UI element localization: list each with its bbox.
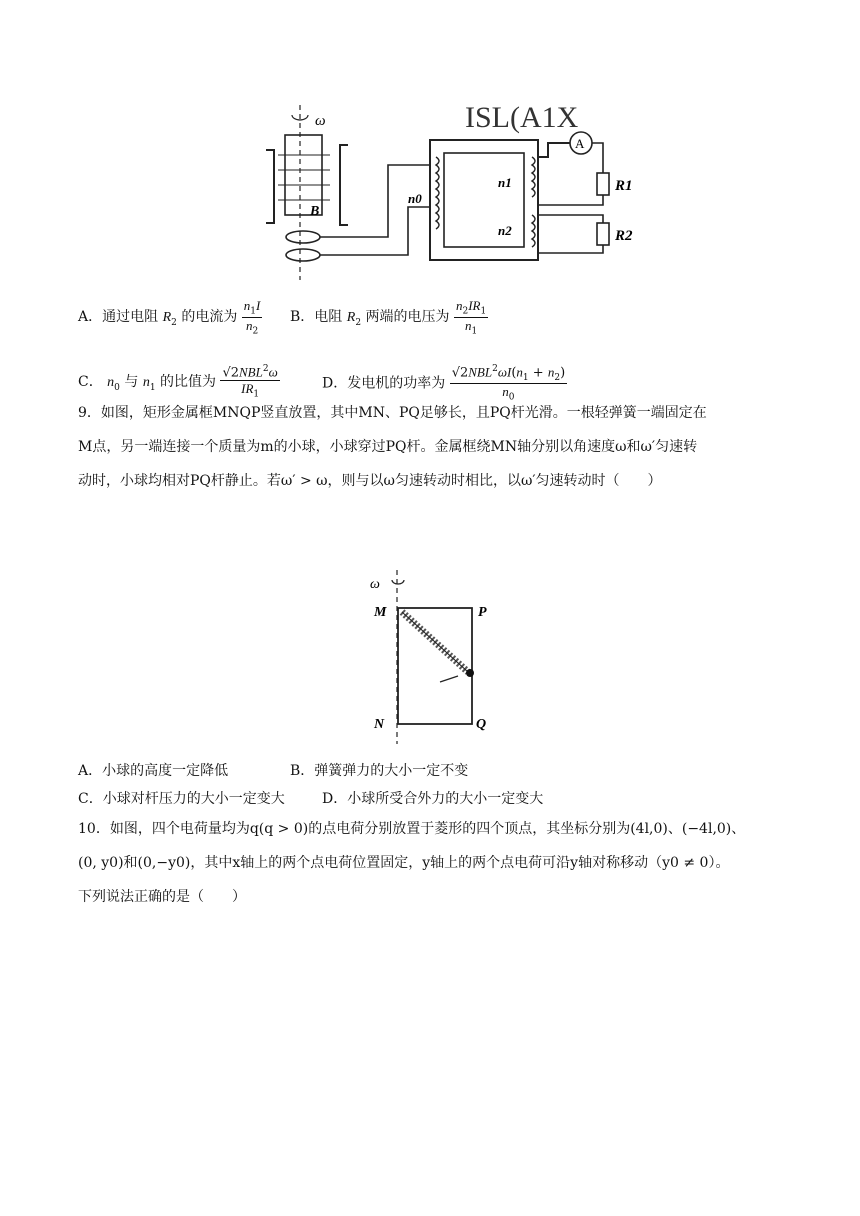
frame-q-label: Q <box>476 717 487 732</box>
q8-option-c[interactable]: C． $n_0$ 与 $n_1$ 的比值为 $\frac{√2NBL^2\omega}{IR_1}$ <box>78 364 278 400</box>
frame-omega-label: ω <box>370 577 380 592</box>
q9-option-a[interactable]: A．小球的高度一定降低 <box>78 763 229 779</box>
generator-transformer-figure <box>230 95 650 285</box>
q8-option-b[interactable]: B．电阻 $R_2$ 两端的电压为 $\frac{n_2IR_1}{n_1}$ <box>290 298 487 337</box>
r2-label: R2 <box>615 228 633 244</box>
q9-line-3: 动时，小球均相对PQ杆静止。若ω′ > ω，则与以ω匀速转动时相比，以ω′匀速转动时（ ） <box>78 473 662 489</box>
q9-line-2: M点，另一端连接一个质量为m的小球，小球穿过PQ杆。金属框绕MN轴分别以角速度ω和ω′匀速转 <box>78 439 698 455</box>
frame-m-label: M <box>374 605 387 620</box>
q10-line-1: 10．如图，四个电荷量均为q(q > 0)的点电荷分别放置于菱形的四个顶点，其坐标分别为(4l,0)、(−4l,0)、 <box>78 821 746 837</box>
frame-p-label: P <box>478 605 487 620</box>
q8-option-b-mid: 两端的电压为 <box>365 309 450 326</box>
r1-label: R1 <box>615 178 633 194</box>
q10-line-2: (0, y0)和(0,−y0)，其中x轴上的两个点电荷位置固定，y轴上的两个点电荷可沿y轴对称移动（y0 ≠ 0）。 <box>78 855 730 871</box>
q8-option-c-prefix: C． <box>78 373 103 390</box>
n2-label: n2 <box>498 223 512 238</box>
q8-option-d-fraction: $\frac{√2NBL^2\omega I(n_1 + n_2)}{n_0}$ <box>451 364 566 403</box>
q8-option-c-suffix: 的比值为 <box>160 373 216 390</box>
rotating-frame-figure <box>362 568 512 748</box>
q9-option-c[interactable]: C．小球对杆压力的大小一定变大 <box>78 791 285 807</box>
q8-option-b-prefix: B．电阻 <box>290 309 343 326</box>
n1-label: n1 <box>498 175 512 190</box>
n0-label: n0 <box>408 191 422 206</box>
q9-line-1: 9．如图，矩形金属框MNQP竖直放置，其中MN、PQ足够长，且PQ杆光滑。一根轻弹簧一端固定在 <box>78 405 707 421</box>
ball-icon <box>466 669 474 677</box>
q8-option-a-fraction: $\frac{n_1I}{n_2}$ <box>243 298 261 337</box>
b-label: B <box>310 204 320 219</box>
q9-option-d[interactable]: D．小球所受合外力的大小一定变大 <box>322 791 544 807</box>
q10-stem <box>78 812 786 914</box>
q8-option-a-mid: 的电流为 <box>181 309 238 326</box>
q9-option-b[interactable]: B．弹簧弹力的大小一定不变 <box>290 763 469 779</box>
handwriting-scribble: ISL(A1X <box>465 101 579 134</box>
q8-option-d-prefix: D．发电机的功率为 <box>322 375 446 392</box>
q8-option-c-mid: 与 <box>124 373 139 390</box>
q8-option-a[interactable]: A．通过电阻 $R_2$ 的电流为 $\frac{n_1I}{n_2}$ <box>78 298 261 337</box>
frame-n-label: N <box>374 717 385 732</box>
q8-option-b-fraction: $\frac{n_2IR_1}{n_1}$ <box>455 298 487 337</box>
omega-label: ω <box>315 113 326 129</box>
q10-line-3: 下列说法正确的是（ ） <box>78 889 246 905</box>
q8-option-c-fraction: $\frac{√2NBL^2\omega}{IR_1}$ <box>222 364 278 400</box>
q9-stem <box>78 396 786 498</box>
q8-option-a-prefix: A．通过电阻 <box>78 309 159 326</box>
ammeter-label: A <box>575 136 585 151</box>
